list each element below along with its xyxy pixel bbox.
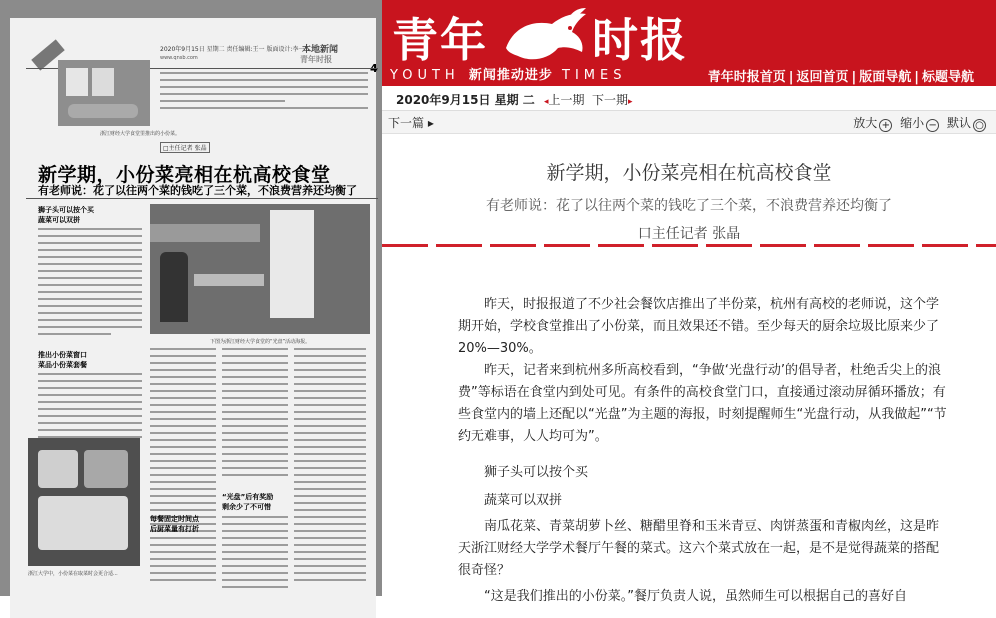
nav-separator: | [788,70,794,85]
nav-separator: | [851,70,857,85]
next-article-label: 下一篇 [388,116,425,130]
zoom-controls [853,114,990,132]
date-bar [382,86,996,111]
zoom-default-button[interactable] [947,116,990,130]
thumb-title: 新学期，小份菜亮相在杭高校食堂 [38,164,331,186]
nav-layout-link[interactable]: 版面导航 [859,70,912,85]
article-body [458,294,950,608]
section-subhead: 蔬菜可以双拼 [484,493,563,508]
thumb-heading-4: 每餐固定时间点 [150,515,199,523]
thumb-heading-4b: 后厨菜量有打折 [150,525,199,533]
thumb-photo-canteen[interactable] [150,204,370,334]
thumb-heading-3: “光盘”后有奖励 [222,493,274,501]
next-issue-link[interactable] [592,91,633,108]
page-thumbnail-panel [0,0,382,596]
thumb-heading-1: 狮子头可以按个买 [38,206,94,214]
article-toolbar [382,111,996,134]
thumb-meta-line: 2020年9月15日 星期二 责任编辑:王一 版面设计:李一 [160,46,305,53]
minus-icon: − [926,119,939,132]
thumb-heading-3b: 剩余少了不可惜 [222,503,271,511]
next-article-link[interactable] [388,114,434,131]
site-masthead [382,0,996,86]
nav-home-link[interactable]: 青年时报首页 [707,70,786,85]
thumb-section-label: 本地新闻 [302,45,339,55]
thumb-heading-2b: 菜品小份菜套餐 [38,361,87,369]
thumb-col1-text [38,228,142,340]
issue-date: 2020年9月15日 星期 二 [396,93,535,107]
zoom-default-label: 默认 [946,116,971,130]
dashed-divider [382,244,996,247]
zoom-in-button[interactable] [853,116,896,130]
top-navigation [708,66,974,85]
prev-issue-link[interactable] [544,91,585,108]
thumb-photo-top[interactable] [58,60,150,126]
thumb-logo: 青年时报 [300,55,332,64]
thumb-col2-text [150,348,216,586]
article-title: 新学期，小份菜亮相在杭高校食堂 [546,162,832,184]
article-content [382,134,996,604]
logo-text-left[interactable]: 青年 [392,13,488,67]
thumb-col4-text [294,348,366,586]
slogan-cn: 新闻推动进步 [468,68,553,83]
logo-text-right[interactable]: 时报 [592,13,688,67]
thumb-lead-text [160,72,368,114]
nav-separator: | [914,70,919,85]
nav-back-link[interactable]: 返回首页 [796,70,849,85]
thumb-author-box: □主任记者 张晶 [160,142,210,153]
bull-logo-icon [500,6,590,66]
thumb-col3b-text [222,516,288,593]
thumb-caption-3: 浙江大学中，小份菜在取菜时会更合适... [28,571,118,577]
zoom-out-button[interactable] [900,116,943,130]
circle-icon: ○ [973,119,986,132]
thumb-subtitle: 有老师说：花了以往两个菜的钱吃了三个菜，不浪费营养还均衡了 [38,184,357,197]
article-paragraph: 南瓜花菜、青菜胡萝卜丝、糖醋里脊和玉米青豆、肉饼蒸蛋和青椒肉丝，这是昨天浙江财经大学学术餐厅午餐的菜式。这六个菜式放在一起，是不是觉得蔬菜的搭配很奇怪？ [458,519,940,578]
thumb-photo-food-tray[interactable] [28,438,140,566]
arrow-right-icon: ▸ [628,97,633,107]
article-byline: 口主任记者 张晶 [637,226,741,242]
thumb-caption-1: 浙江财经大学食堂里推出的小份菜。 [100,131,181,137]
thumb-col3-text [222,348,288,481]
thumb-caption-2: 下图为浙江财经大学食堂的“光盘”活动海报。 [210,339,311,345]
thumb-url: www.qnsb.com [160,55,198,61]
slogan-en-left: YOUTH [390,68,460,83]
newspaper-page-thumbnail[interactable] [10,18,376,618]
plus-icon: + [879,119,892,132]
thumb-rule [26,198,378,199]
arrow-left-icon: ◂ [544,97,549,107]
article-paragraph: “这是我们推出的小份菜。”餐厅负责人说，虽然师生可以根据自己的喜好自 [484,589,907,604]
section-subhead: 狮子头可以按个买 [484,465,589,480]
prev-issue-label: 上一期 [548,93,585,107]
article-paragraph: 昨天，记者来到杭州多所高校看到，“争做‘光盘行动’的倡导者，杜绝舌尖上的浪费”等标语在食堂内到处可见。有条件的高校食堂门口，直接通过滚动屏循环播放；有些食堂内的墙上还配以“光盘”为主题的海报，时刻提醒师生“光盘行动，从我做起”“节约无难事，人人均可为”。 [458,363,947,444]
zoom-out-label: 缩小 [900,116,925,130]
nav-title-link[interactable]: 标题导航 [921,70,974,85]
slogan-bar [390,64,626,83]
thumb-heading-1b: 蔬菜可以双拼 [38,216,80,224]
arrow-right-icon: ▸ [427,116,434,130]
slogan-en-right: TIMES [562,68,627,83]
thumb-heading-2: 推出小份菜窗口 [38,351,87,359]
zoom-in-label: 放大 [853,116,878,130]
article-subtitle: 有老师说：花了以往两个菜的钱吃了三个菜，不浪费营养还均衡了 [486,198,892,214]
next-issue-label: 下一期 [592,93,629,107]
article-paragraph: 昨天，时报报道了不少社会餐饮店推出了半份菜，杭州有高校的老师说，这个学期开始，学校食堂推出了小份菜，而且效果还不错。至少每天的厨余垃圾比原来少了20%—30%。 [458,297,940,356]
